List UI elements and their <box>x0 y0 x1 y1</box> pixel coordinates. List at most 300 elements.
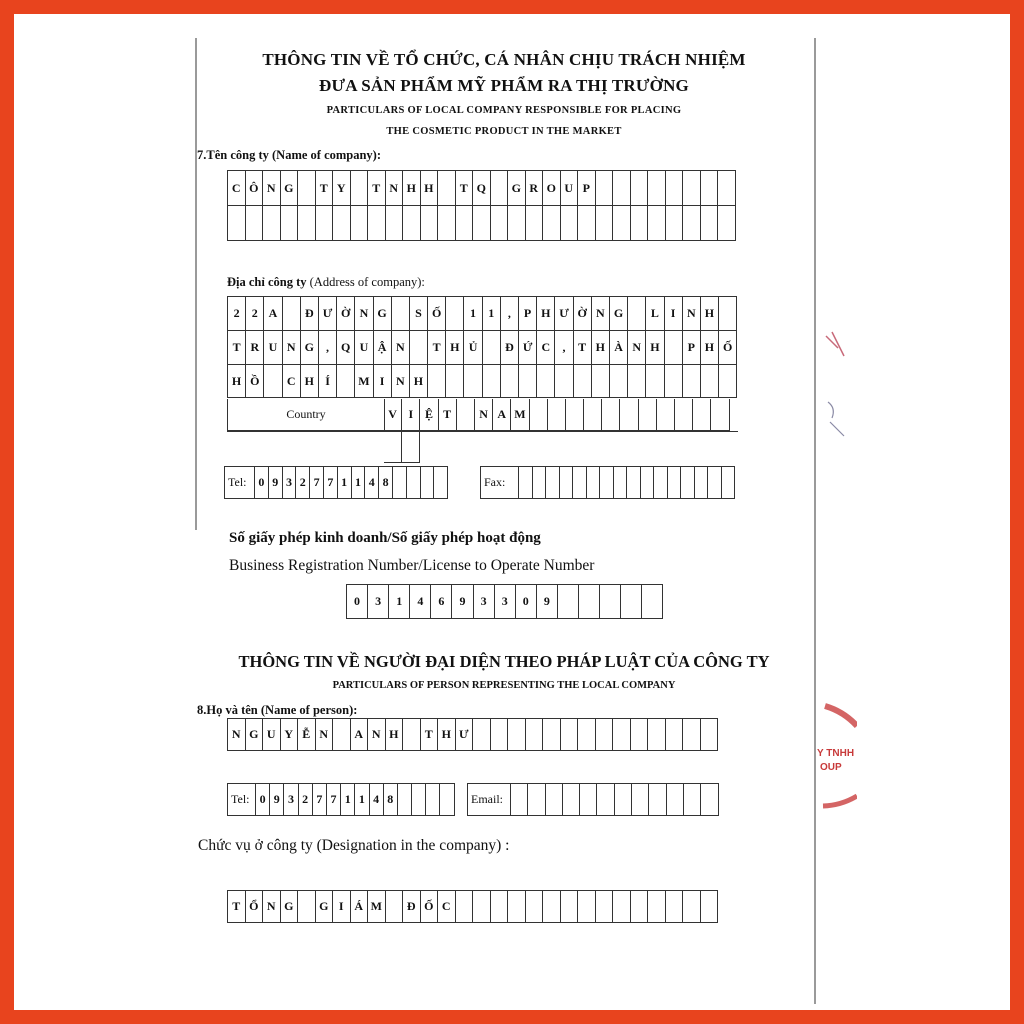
rep-tel-digit-box: 8 <box>384 784 398 816</box>
address-char-box <box>646 365 664 398</box>
country-char-box <box>384 431 402 463</box>
tel-digit-box: 1 <box>352 467 366 499</box>
designation-char-box <box>683 891 701 923</box>
country-char-box <box>639 399 657 431</box>
address-char-box: Ờ <box>574 297 592 331</box>
company-name-char-box <box>333 206 351 241</box>
stamp-text-1: Y TNHH <box>817 748 855 759</box>
rep-name-char-box: Ễ <box>298 719 316 751</box>
company-name-label: 7.Tên công ty (Name of company): <box>197 148 382 162</box>
address-char-box: S <box>410 297 428 331</box>
address-char-box: U <box>264 331 282 365</box>
address-char-box <box>464 365 482 398</box>
address-char-box: 2 <box>246 297 264 331</box>
address-char-box <box>519 365 537 398</box>
fax-label: Fax: <box>480 466 518 499</box>
address-char-box <box>701 365 719 398</box>
address-char-box: 2 <box>228 297 246 331</box>
tel-digit-box: 7 <box>324 467 338 499</box>
designation-char-box <box>298 891 316 923</box>
rep-tel-grid <box>255 783 455 816</box>
designation-char-box <box>543 891 561 923</box>
address-char-box <box>537 365 555 398</box>
address-char-box: A <box>264 297 282 331</box>
address-char-box: G <box>374 297 392 331</box>
fax-digit-box <box>627 467 641 499</box>
company-name-char-box: C <box>228 171 246 206</box>
license-digit-box: 9 <box>452 585 473 619</box>
country-char-box: Ệ <box>420 399 438 431</box>
designation-char-box <box>526 891 544 923</box>
country-char-box: V <box>384 399 402 431</box>
designation-char-box <box>491 891 509 923</box>
address-char-box: 1 <box>464 297 482 331</box>
fax-digit-box <box>668 467 682 499</box>
designation-char-box: G <box>316 891 334 923</box>
address-char-box <box>428 365 446 398</box>
tel-digit-box: 4 <box>365 467 379 499</box>
rep-email-char-box <box>649 784 666 816</box>
address-char-box: H <box>701 297 719 331</box>
rep-name-char-box <box>508 719 526 751</box>
rep-name-char-box: U <box>263 719 281 751</box>
rep-name-char-box <box>683 719 701 751</box>
rep-name-char-box <box>491 719 509 751</box>
designation-char-box: I <box>333 891 351 923</box>
address-char-box: P <box>683 331 701 365</box>
address-char-box: À <box>610 331 628 365</box>
address-char-box: H <box>701 331 719 365</box>
rep-name-char-box <box>526 719 544 751</box>
tel-digit-box: 7 <box>310 467 324 499</box>
tel-digit-box: 2 <box>296 467 310 499</box>
company-name-char-box: R <box>526 171 544 206</box>
designation-char-box: Ố <box>421 891 439 923</box>
company-name-char-box <box>666 171 684 206</box>
address-char-box <box>446 365 464 398</box>
rep-tel-digit-box: 0 <box>256 784 270 816</box>
license-digit-box: 0 <box>347 585 368 619</box>
designation-char-box: T <box>228 891 246 923</box>
address-char-box <box>628 365 646 398</box>
company-name-char-box <box>561 206 579 241</box>
company-name-char-box <box>701 171 719 206</box>
scan-right-edge <box>814 38 816 1004</box>
header <box>194 50 814 150</box>
address-char-box: H <box>537 297 555 331</box>
address-char-box: M <box>355 365 373 398</box>
license-digit-box: 0 <box>516 585 537 619</box>
company-name-char-box <box>596 171 614 206</box>
rep-name-char-box <box>613 719 631 751</box>
address-char-box: Ồ <box>246 365 264 398</box>
address-char-box: Ờ <box>337 297 355 331</box>
country-char-box: I <box>402 399 420 431</box>
address-char-box: U <box>355 331 373 365</box>
address-char-box <box>683 365 701 398</box>
fax-digit-box <box>573 467 587 499</box>
address-char-box <box>592 365 610 398</box>
designation-char-box <box>631 891 649 923</box>
country-char-box <box>566 399 584 431</box>
designation-char-box: Ổ <box>246 891 264 923</box>
designation-char-box: Đ <box>403 891 421 923</box>
company-name-char-box: P <box>578 171 596 206</box>
address-char-box: , <box>501 297 519 331</box>
company-name-char-box <box>491 206 509 241</box>
country-char-box <box>620 399 638 431</box>
fax-digit-box <box>600 467 614 499</box>
address-char-box: C <box>283 365 301 398</box>
designation-char-box <box>596 891 614 923</box>
rep-email-char-box <box>563 784 580 816</box>
license-digit-box <box>642 585 663 619</box>
fax-digit-box <box>722 467 736 499</box>
rep-email-grid <box>510 783 719 816</box>
address-char-box: T <box>428 331 446 365</box>
country-char-box <box>457 399 475 431</box>
fax-digit-box <box>614 467 628 499</box>
address-char-box: H <box>446 331 464 365</box>
rep-name-grid <box>227 718 718 751</box>
address-char-box: G <box>301 331 319 365</box>
rep-tel-digit-box: 3 <box>284 784 298 816</box>
fax-digit-box <box>546 467 560 499</box>
designation-char-box: N <box>263 891 281 923</box>
company-name-char-box: Ô <box>246 171 264 206</box>
country-label: Country <box>228 399 385 431</box>
rep-tel-digit-box <box>412 784 426 816</box>
company-name-char-box <box>526 206 544 241</box>
address-char-box: T <box>228 331 246 365</box>
designation-char-box <box>473 891 491 923</box>
designation-grid <box>227 890 718 923</box>
tel-digit-box <box>434 467 448 499</box>
company-name-char-box <box>648 171 666 206</box>
address-char-box: , <box>555 331 573 365</box>
designation-char-box <box>666 891 684 923</box>
rep-tel-digit-box: 2 <box>299 784 313 816</box>
address-char-box: N <box>392 365 410 398</box>
tel-digit-box <box>421 467 435 499</box>
address-label-vn: Địa chỉ công ty <box>227 275 307 289</box>
license-digit-box: 6 <box>431 585 452 619</box>
company-name-char-box <box>701 206 719 241</box>
rep-name-char-box <box>561 719 579 751</box>
address-char-box: Ư <box>319 297 337 331</box>
designation-char-box <box>701 891 719 923</box>
company-name-char-box <box>368 206 386 241</box>
address-char-box: H <box>592 331 610 365</box>
company-name-char-box <box>718 171 736 206</box>
title-en-line1: PARTICULARS OF LOCAL COMPANY RESPONSIBLE FOR PLACING <box>326 105 682 116</box>
company-name-char-box <box>631 171 649 206</box>
rep-name-char-box <box>403 719 421 751</box>
fax-digit-box <box>560 467 574 499</box>
rep-email-char-box <box>615 784 632 816</box>
company-name-char-box <box>631 206 649 241</box>
address-char-box: 1 <box>483 297 501 331</box>
rep-tel-digit-box <box>398 784 412 816</box>
company-name-char-box <box>316 206 334 241</box>
company-name-char-box <box>491 171 509 206</box>
rep-name-char-box: Ư <box>456 719 474 751</box>
address-char-box <box>264 365 282 398</box>
address-char-box <box>665 365 683 398</box>
rep-name-char-box <box>578 719 596 751</box>
license-digit-box: 3 <box>474 585 495 619</box>
rep-tel-digit-box: 1 <box>341 784 355 816</box>
license-label-vn: Số giấy phép kinh doanh/Số giấy phép hoạt động <box>229 530 541 546</box>
company-name-char-box: Y <box>333 171 351 206</box>
address-char-box: N <box>683 297 701 331</box>
rep-name-char-box <box>666 719 684 751</box>
country-char-box: N <box>475 399 493 431</box>
address-char-box <box>283 297 301 331</box>
address-char-box <box>719 297 737 331</box>
designation-char-box: C <box>438 891 456 923</box>
address-char-box: Ố <box>719 331 737 365</box>
rep-email-char-box <box>684 784 701 816</box>
designation-char-box <box>613 891 631 923</box>
country-char-box <box>657 399 675 431</box>
address-char-box: H <box>646 331 664 365</box>
country-char-box <box>693 399 711 431</box>
company-name-char-box <box>648 206 666 241</box>
rep-email-char-box <box>667 784 684 816</box>
address-char-box <box>483 365 501 398</box>
company-name-char-box <box>683 206 701 241</box>
company-name-grid-row2 <box>227 206 736 241</box>
company-name-char-box <box>386 206 404 241</box>
fax-digit-box <box>654 467 668 499</box>
designation-char-box <box>456 891 474 923</box>
tel-digit-box: 0 <box>255 467 269 499</box>
signature-icon <box>822 326 854 446</box>
license-digit-box <box>600 585 621 619</box>
company-name-char-box <box>351 171 369 206</box>
country-char-box: M <box>511 399 529 431</box>
title-en-line2: THE COSMETIC PRODUCT IN THE MARKET <box>386 126 622 137</box>
fax-digit-box <box>695 467 709 499</box>
rep-name-char-box: T <box>421 719 439 751</box>
address-char-box: L <box>646 297 664 331</box>
company-name-char-box <box>246 206 264 241</box>
company-name-char-box <box>438 206 456 241</box>
rep-email-char-box <box>528 784 545 816</box>
address-char-box <box>501 365 519 398</box>
rep-name-char-box: A <box>351 719 369 751</box>
fax-digit-box <box>519 467 533 499</box>
country-char-box <box>602 399 620 431</box>
address-char-box: N <box>592 297 610 331</box>
address-char-box <box>719 365 737 398</box>
rep-tel-digit-box: 7 <box>327 784 341 816</box>
company-name-char-box: G <box>281 171 299 206</box>
license-grid <box>346 584 663 619</box>
rep-title-vn: THÔNG TIN VỀ NGƯỜI ĐẠI DIỆN THEO PHÁP LUẬT CỦA CÔNG TY <box>238 652 770 671</box>
company-name-char-box <box>298 206 316 241</box>
rep-email-char-box <box>580 784 597 816</box>
company-name-grid-row1 <box>227 170 736 206</box>
rep-name-char-box: N <box>368 719 386 751</box>
address-char-box: P <box>519 297 537 331</box>
company-name-char-box <box>298 171 316 206</box>
company-name-char-box: Q <box>473 171 491 206</box>
rep-tel-digit-box <box>440 784 454 816</box>
signature-marks <box>822 326 854 446</box>
tel-grid <box>254 466 448 499</box>
stamp-text-2: OUP <box>820 762 842 773</box>
country-char-box: A <box>493 399 511 431</box>
rep-name-char-box: G <box>246 719 264 751</box>
rep-tel-label: Tel: <box>227 783 255 816</box>
company-name-char-box <box>351 206 369 241</box>
address-char-box <box>555 365 573 398</box>
rep-email-char-box <box>701 784 718 816</box>
designation-char-box: Á <box>351 891 369 923</box>
address-char-box: T <box>574 331 592 365</box>
fax-digit-box <box>641 467 655 499</box>
address-char-box: C <box>537 331 555 365</box>
address-char-box <box>446 297 464 331</box>
address-grid-row2 <box>227 331 737 365</box>
address-char-box: G <box>610 297 628 331</box>
stamp-circle-icon <box>817 700 857 820</box>
address-char-box: Ậ <box>374 331 392 365</box>
title-vn-line2: ĐƯA SẢN PHẨM MỸ PHẨM RA THỊ TRƯỜNG <box>319 76 689 95</box>
fax-digit-box <box>587 467 601 499</box>
title-vn-line1: THÔNG TIN VỀ TỔ CHỨC, CÁ NHÂN CHỊU TRÁCH NHIỆM <box>262 50 746 69</box>
address-char-box: , <box>319 331 337 365</box>
company-name-char-box: G <box>508 171 526 206</box>
license-label-en: Business Registration Number/License to Operate Number <box>229 557 595 574</box>
rep-email-char-box <box>632 784 649 816</box>
company-name-char-box <box>666 206 684 241</box>
tel-digit-box: 9 <box>269 467 283 499</box>
tel-digit-box <box>393 467 407 499</box>
company-name-char-box <box>596 206 614 241</box>
company-name-char-box <box>543 206 561 241</box>
address-char-box <box>610 365 628 398</box>
company-name-char-box: H <box>421 171 439 206</box>
designation-char-box: G <box>281 891 299 923</box>
designation-char-box <box>648 891 666 923</box>
rep-email-char-box <box>546 784 563 816</box>
rep-name-char-box: Y <box>281 719 299 751</box>
rep-name-label: 8.Họ và tên (Name of person): <box>197 703 358 717</box>
company-name-char-box <box>263 206 281 241</box>
address-char-box: Ứ <box>519 331 537 365</box>
address-char-box <box>628 297 646 331</box>
stamp-fragment <box>817 700 857 820</box>
company-name-char-box <box>403 206 421 241</box>
rep-name-char-box <box>596 719 614 751</box>
license-digit-box: 4 <box>410 585 431 619</box>
fax-digit-box <box>533 467 547 499</box>
address-grid-row3 <box>227 365 737 398</box>
country-char-box <box>584 399 602 431</box>
license-digit-box: 3 <box>495 585 516 619</box>
address-label-en: (Address of company): <box>306 275 425 289</box>
address-char-box: N <box>355 297 373 331</box>
tel-digit-box <box>407 467 421 499</box>
license-digit-box: 1 <box>389 585 410 619</box>
address-char-box <box>665 331 683 365</box>
country-char-box <box>548 399 566 431</box>
rep-name-char-box: N <box>316 719 334 751</box>
designation-label: Chức vụ ở công ty (Designation in the company) : <box>198 837 510 854</box>
address-char-box: Ố <box>428 297 446 331</box>
rep-name-char-box <box>333 719 351 751</box>
company-name-char-box <box>228 206 246 241</box>
tel-digit-box: 3 <box>283 467 297 499</box>
company-name-char-box <box>281 206 299 241</box>
fax-grid <box>518 466 735 499</box>
country-char-box <box>402 431 420 463</box>
rep-email-char-box <box>511 784 528 816</box>
company-name-char-box <box>473 206 491 241</box>
designation-char-box <box>386 891 404 923</box>
rep-tel-digit-box: 4 <box>370 784 384 816</box>
rep-name-char-box: H <box>386 719 404 751</box>
designation-char-box <box>561 891 579 923</box>
company-name-char-box <box>613 171 631 206</box>
address-char-box: Q <box>337 331 355 365</box>
company-name-char-box: O <box>543 171 561 206</box>
address-label <box>227 275 425 290</box>
address-char-box: H <box>301 365 319 398</box>
address-char-box: Đ <box>501 331 519 365</box>
rep-name-char-box: H <box>438 719 456 751</box>
designation-char-box: M <box>368 891 386 923</box>
country-char-box <box>711 399 729 431</box>
rep-name-char-box <box>473 719 491 751</box>
license-digit-box: 9 <box>537 585 558 619</box>
company-name-char-box <box>438 171 456 206</box>
designation-char-box <box>578 891 596 923</box>
tel-label: Tel: <box>224 466 254 499</box>
address-char-box <box>337 365 355 398</box>
designation-char-box <box>508 891 526 923</box>
address-char-box: I <box>374 365 392 398</box>
document-page <box>14 14 1010 1010</box>
company-name-char-box <box>421 206 439 241</box>
company-name-char-box <box>578 206 596 241</box>
rep-tel-digit-box: 7 <box>313 784 327 816</box>
address-char-box: R <box>246 331 264 365</box>
license-digit-box <box>621 585 642 619</box>
company-name-char-box <box>508 206 526 241</box>
license-digit-box: 3 <box>368 585 389 619</box>
country-char-box <box>675 399 693 431</box>
company-name-char-box: T <box>368 171 386 206</box>
address-char-box: Ủ <box>464 331 482 365</box>
company-name-char-box: N <box>263 171 281 206</box>
address-char-box: N <box>392 331 410 365</box>
company-name-char-box: N <box>386 171 404 206</box>
country-grid <box>384 399 730 463</box>
address-char-box: H <box>410 365 428 398</box>
rep-email-label: Email: <box>467 783 510 816</box>
rep-name-char-box <box>701 719 719 751</box>
rep-tel-digit-box: 1 <box>355 784 369 816</box>
address-char-box <box>483 331 501 365</box>
rep-email-char-box <box>597 784 614 816</box>
rep-name-char-box <box>543 719 561 751</box>
company-name-char-box: T <box>456 171 474 206</box>
tel-digit-box: 8 <box>379 467 393 499</box>
